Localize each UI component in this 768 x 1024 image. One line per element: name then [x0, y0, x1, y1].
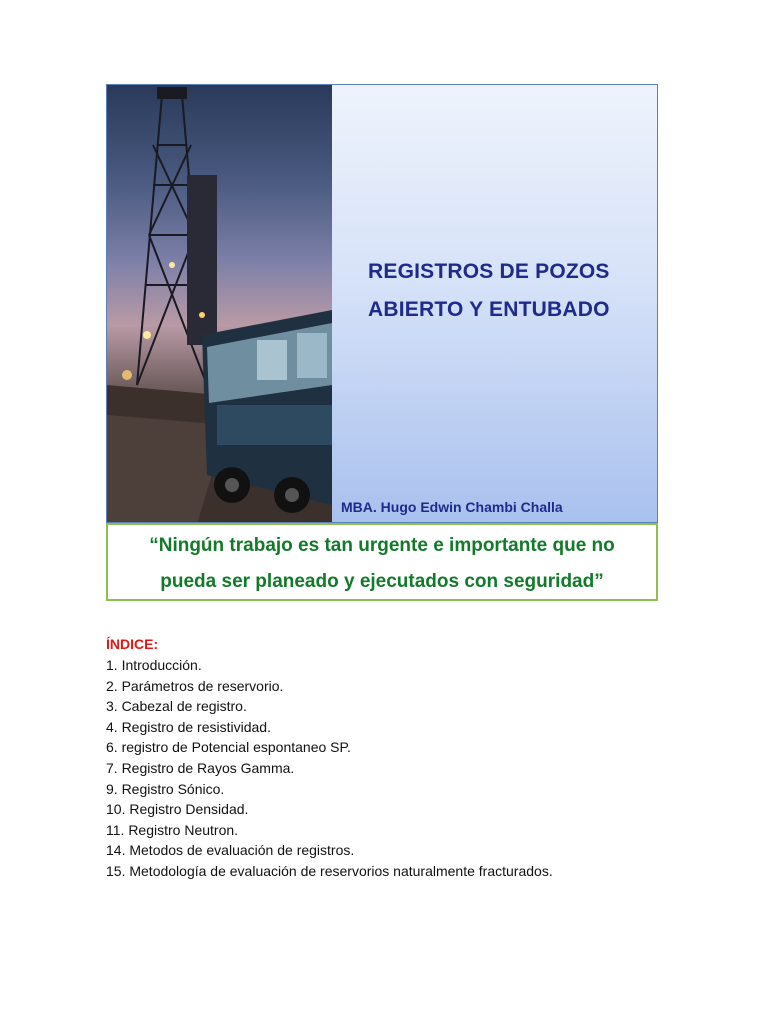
quote-line-2: pueda ser planeado y ejecutados con seguridad”	[160, 571, 604, 592]
index-item: 2. Parámetros de reservorio.	[106, 677, 284, 694]
quote-line-1: “Ningún trabajo es tan urgente e importante que no	[149, 535, 615, 556]
title-line-1: REGISTROS DE POZOS	[368, 260, 610, 283]
index-item: 1. Introducción.	[106, 657, 202, 673]
drilling-rig-photo	[107, 85, 332, 522]
index-item: 3. Cabezal de registro.	[106, 698, 247, 715]
index-list	[106, 655, 553, 882]
index-item: 6. registro de Potencial espontaneo SP.	[106, 739, 351, 756]
title-line-2: ABIERTO Y ENTUBADO	[368, 298, 610, 321]
index-item: 11. Registro Neutron.	[106, 821, 239, 838]
index-section	[106, 636, 553, 882]
index-item: 14. Metodos de evaluación de registros.	[106, 842, 355, 859]
title-panel	[332, 85, 657, 522]
index-item: 9. Registro Sónico.	[106, 780, 225, 797]
safety-quote	[106, 523, 658, 601]
index-item: 7. Registro de Rayos Gamma.	[106, 759, 295, 776]
index-item: 10. Registro Densidad.	[106, 801, 249, 818]
index-heading: ÍNDICE:	[106, 636, 159, 652]
document-title	[368, 253, 610, 329]
index-item: 4. Registro de resistividad.	[106, 718, 271, 735]
author-name: MBA. Hugo Edwin Chambi Challa	[341, 499, 563, 515]
rig-illustration	[107, 85, 332, 522]
index-item: 15. Metodología de evaluación de reservorios naturalmente fracturados.	[106, 862, 553, 879]
cover-panel	[106, 84, 658, 523]
